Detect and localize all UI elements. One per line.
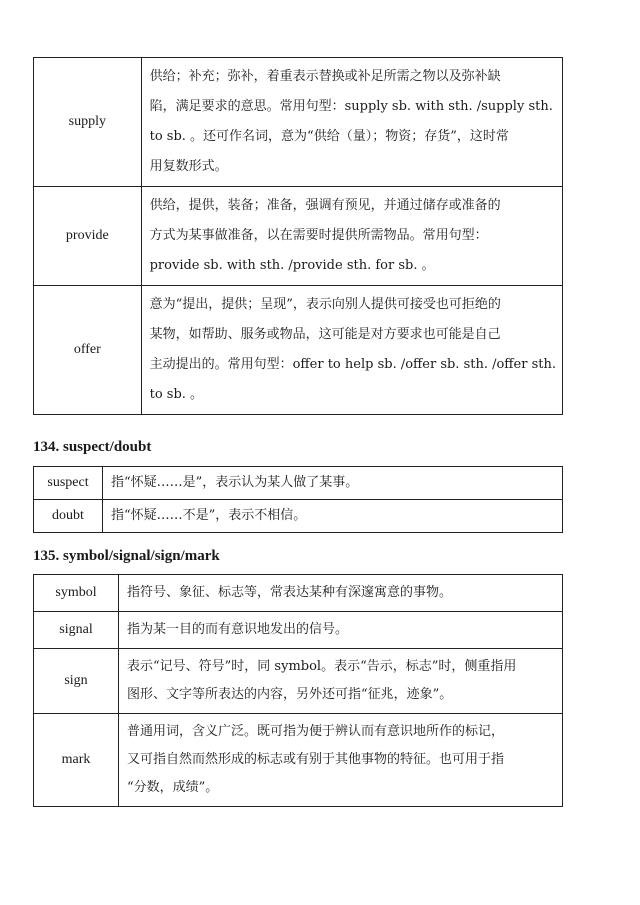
definition-line: provide sb. with sth. /provide sth. for sb. 。	[149, 258, 435, 273]
term-cell: suspect	[34, 467, 103, 500]
definition-line: 表示“记号、符号”时，同 symbol。表示“告示，标志”时，侧重指用	[127, 659, 517, 674]
term-cell: symbol	[34, 575, 119, 612]
definition-line: 用复数形式。	[149, 159, 228, 174]
definition-line: 指“怀疑……不是”，表示不相信。	[111, 508, 307, 523]
comparison-table-supply-provide-offer	[33, 57, 563, 415]
definition-cell	[141, 58, 562, 187]
definition-line: 方式为某事做准备，以在需要时提供所需物品。常用句型：	[149, 228, 488, 243]
definition-cell	[119, 714, 563, 807]
table-row	[34, 187, 563, 286]
definition-cell	[119, 612, 563, 649]
section-heading: 134. suspect/doubt	[33, 439, 152, 455]
table-row	[34, 286, 563, 415]
definition-line: 某物，如帮助、服务或物品，这可能是对方要求也可能是自己	[149, 327, 501, 342]
table-row	[34, 500, 563, 533]
definition-line: 主动提出的。常用句型：offer to help sb. /offer sb. sth. /offer sth.	[149, 357, 556, 372]
comparison-table-suspect-doubt	[33, 466, 563, 533]
definition-line: 指为某一目的而有意识地发出的信号。	[127, 622, 349, 637]
definition-line: 指“怀疑……是”，表示认为某人做了某事。	[111, 475, 359, 490]
definition-line: 供给，提供，装备；准备，强调有预见，并通过储存或准备的	[149, 198, 501, 213]
section-heading: 135. symbol/signal/sign/mark	[33, 548, 220, 564]
term-cell: mark	[34, 714, 119, 807]
definition-cell	[103, 500, 563, 533]
definition-line: 又可指自然而然形成的标志或有别于其他事物的特征。也可用于指	[127, 752, 505, 767]
table-row	[34, 649, 563, 714]
table-row	[34, 58, 563, 187]
definition-line: 意为“提出，提供；呈现”，表示向别人提供可接受也可拒绝的	[149, 297, 501, 312]
term-cell: supply	[34, 58, 142, 187]
definition-line: “分数，成绩”。	[127, 780, 219, 795]
definition-cell	[119, 575, 563, 612]
term-cell: signal	[34, 612, 119, 649]
definition-line: 指符号、象征、标志等，常表达某种有深邃寓意的事物。	[127, 585, 453, 600]
definition-cell	[141, 286, 562, 415]
definition-line: to sb. 。还可作名词，意为“供给（量）；物资；存货”，这时常	[149, 129, 509, 144]
definition-cell	[103, 467, 563, 500]
definition-cell	[119, 649, 563, 714]
table-row	[34, 575, 563, 612]
term-cell: doubt	[34, 500, 103, 533]
term-cell: sign	[34, 649, 119, 714]
definition-line: 陷，满足要求的意思。常用句型：supply sb. with sth. /supply sth.	[149, 99, 553, 114]
definition-line: 供给；补充；弥补，着重表示替换或补足所需之物以及弥补缺	[149, 69, 501, 84]
definition-line: to sb. 。	[149, 387, 204, 402]
table-row	[34, 467, 563, 500]
table-row	[34, 612, 563, 649]
table-row	[34, 714, 563, 807]
definition-line: 普通用词，含义广泛。既可指为便于辨认而有意识地所作的标记，	[127, 724, 505, 739]
term-cell: provide	[34, 187, 142, 286]
comparison-table-symbol-signal-sign-mark	[33, 574, 563, 807]
definition-cell	[141, 187, 562, 286]
term-cell: offer	[34, 286, 142, 415]
definition-line: 图形、文字等所表达的内容，另外还可指“征兆，迹象”。	[127, 687, 453, 702]
